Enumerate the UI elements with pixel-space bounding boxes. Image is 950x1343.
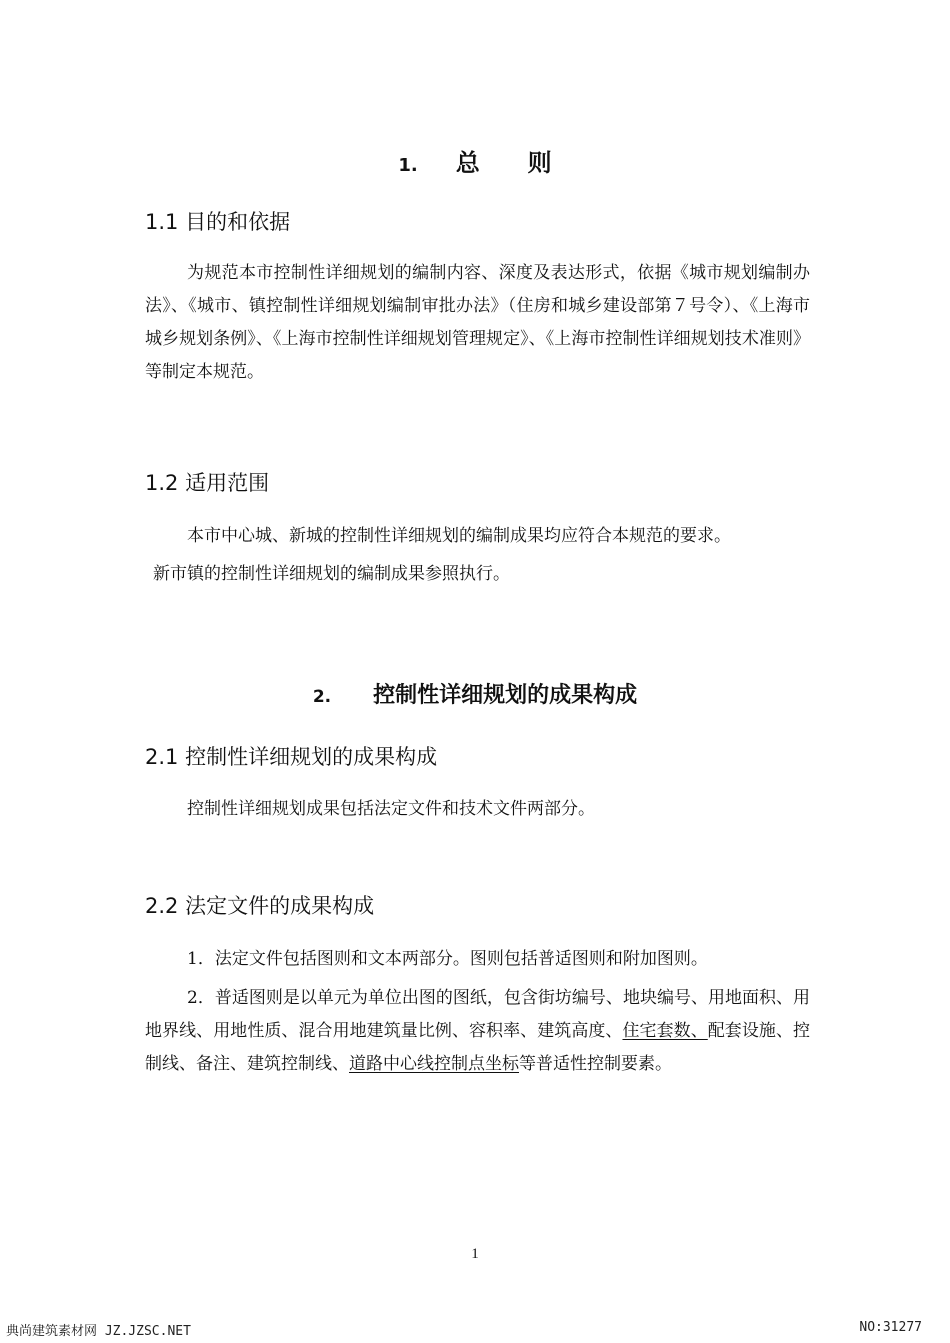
paragraph-2-2-b-part1: 2．普适图则是以单元为单位出图的图纸，包含街坊编号、地块编号、用地面积、用地界线、用地性质、混合用地建筑量比例、容积率、建筑高度、 [145,988,810,1041]
section-1-title: 总 则 [455,149,552,177]
paragraph-1-2-b: 新市镇的控制性详细规划的编制成果参照执行。 [153,564,510,584]
paragraph-2-2-b [145,982,810,1081]
paragraph-1-2-a: 本市中心城、新城的控制性详细规划的编制成果均应符合本规范的要求。 [187,526,731,546]
footer-watermark-number: NO:31277 [859,1320,922,1335]
subsection-1-2-heading: 1.2 适用范围 [145,471,270,495]
underlined-text-road-coordinates: 道路中心线控制点坐标 [349,1054,519,1074]
subsection-2-1-heading: 2.1 控制性详细规划的成果构成 [145,745,438,769]
section-2-title: 控制性详细规划的成果构成 [373,683,638,708]
subsection-1-1-heading: 1.1 目的和依据 [145,210,291,234]
section-1-number: 1. [398,155,418,176]
section-2-heading [0,678,950,709]
page-number: 1 [471,1246,479,1262]
paragraph-2-2-b-part3: 等普适性控制要素。 [519,1054,672,1074]
paragraph-1-1: 为规范本市控制性详细规划的编制内容、深度及表达形式，依据《城市规划编制办法》、《城市、镇控制性详细规划编制审批办法》（住房和城乡建设部第７号令）、《上海市城乡规划条例》、《上海市控制性详细规划管理规定》、《上海市控制性详细规划技术准则》等制定本规范。 [145,263,810,382]
section-1-heading [0,143,950,178]
underlined-text-housing: 住宅套数、 [622,1021,708,1041]
footer-watermark-site: 典尚建筑素材网 JZ.JZSC.NET [6,1324,191,1339]
subsection-2-2-heading: 2.2 法定文件的成果构成 [145,894,375,918]
paragraph-2-1: 控制性详细规划成果包括法定文件和技术文件两部分。 [187,799,595,819]
section-2-number: 2. [312,687,332,707]
paragraph-2-2-b-part2: 配套设施、控制线、备注、建筑控制线、 [145,1021,811,1074]
paragraph-2-2-a: 1．法定文件包括图则和文本两部分。图则包括普适图则和附加图则。 [187,949,708,969]
